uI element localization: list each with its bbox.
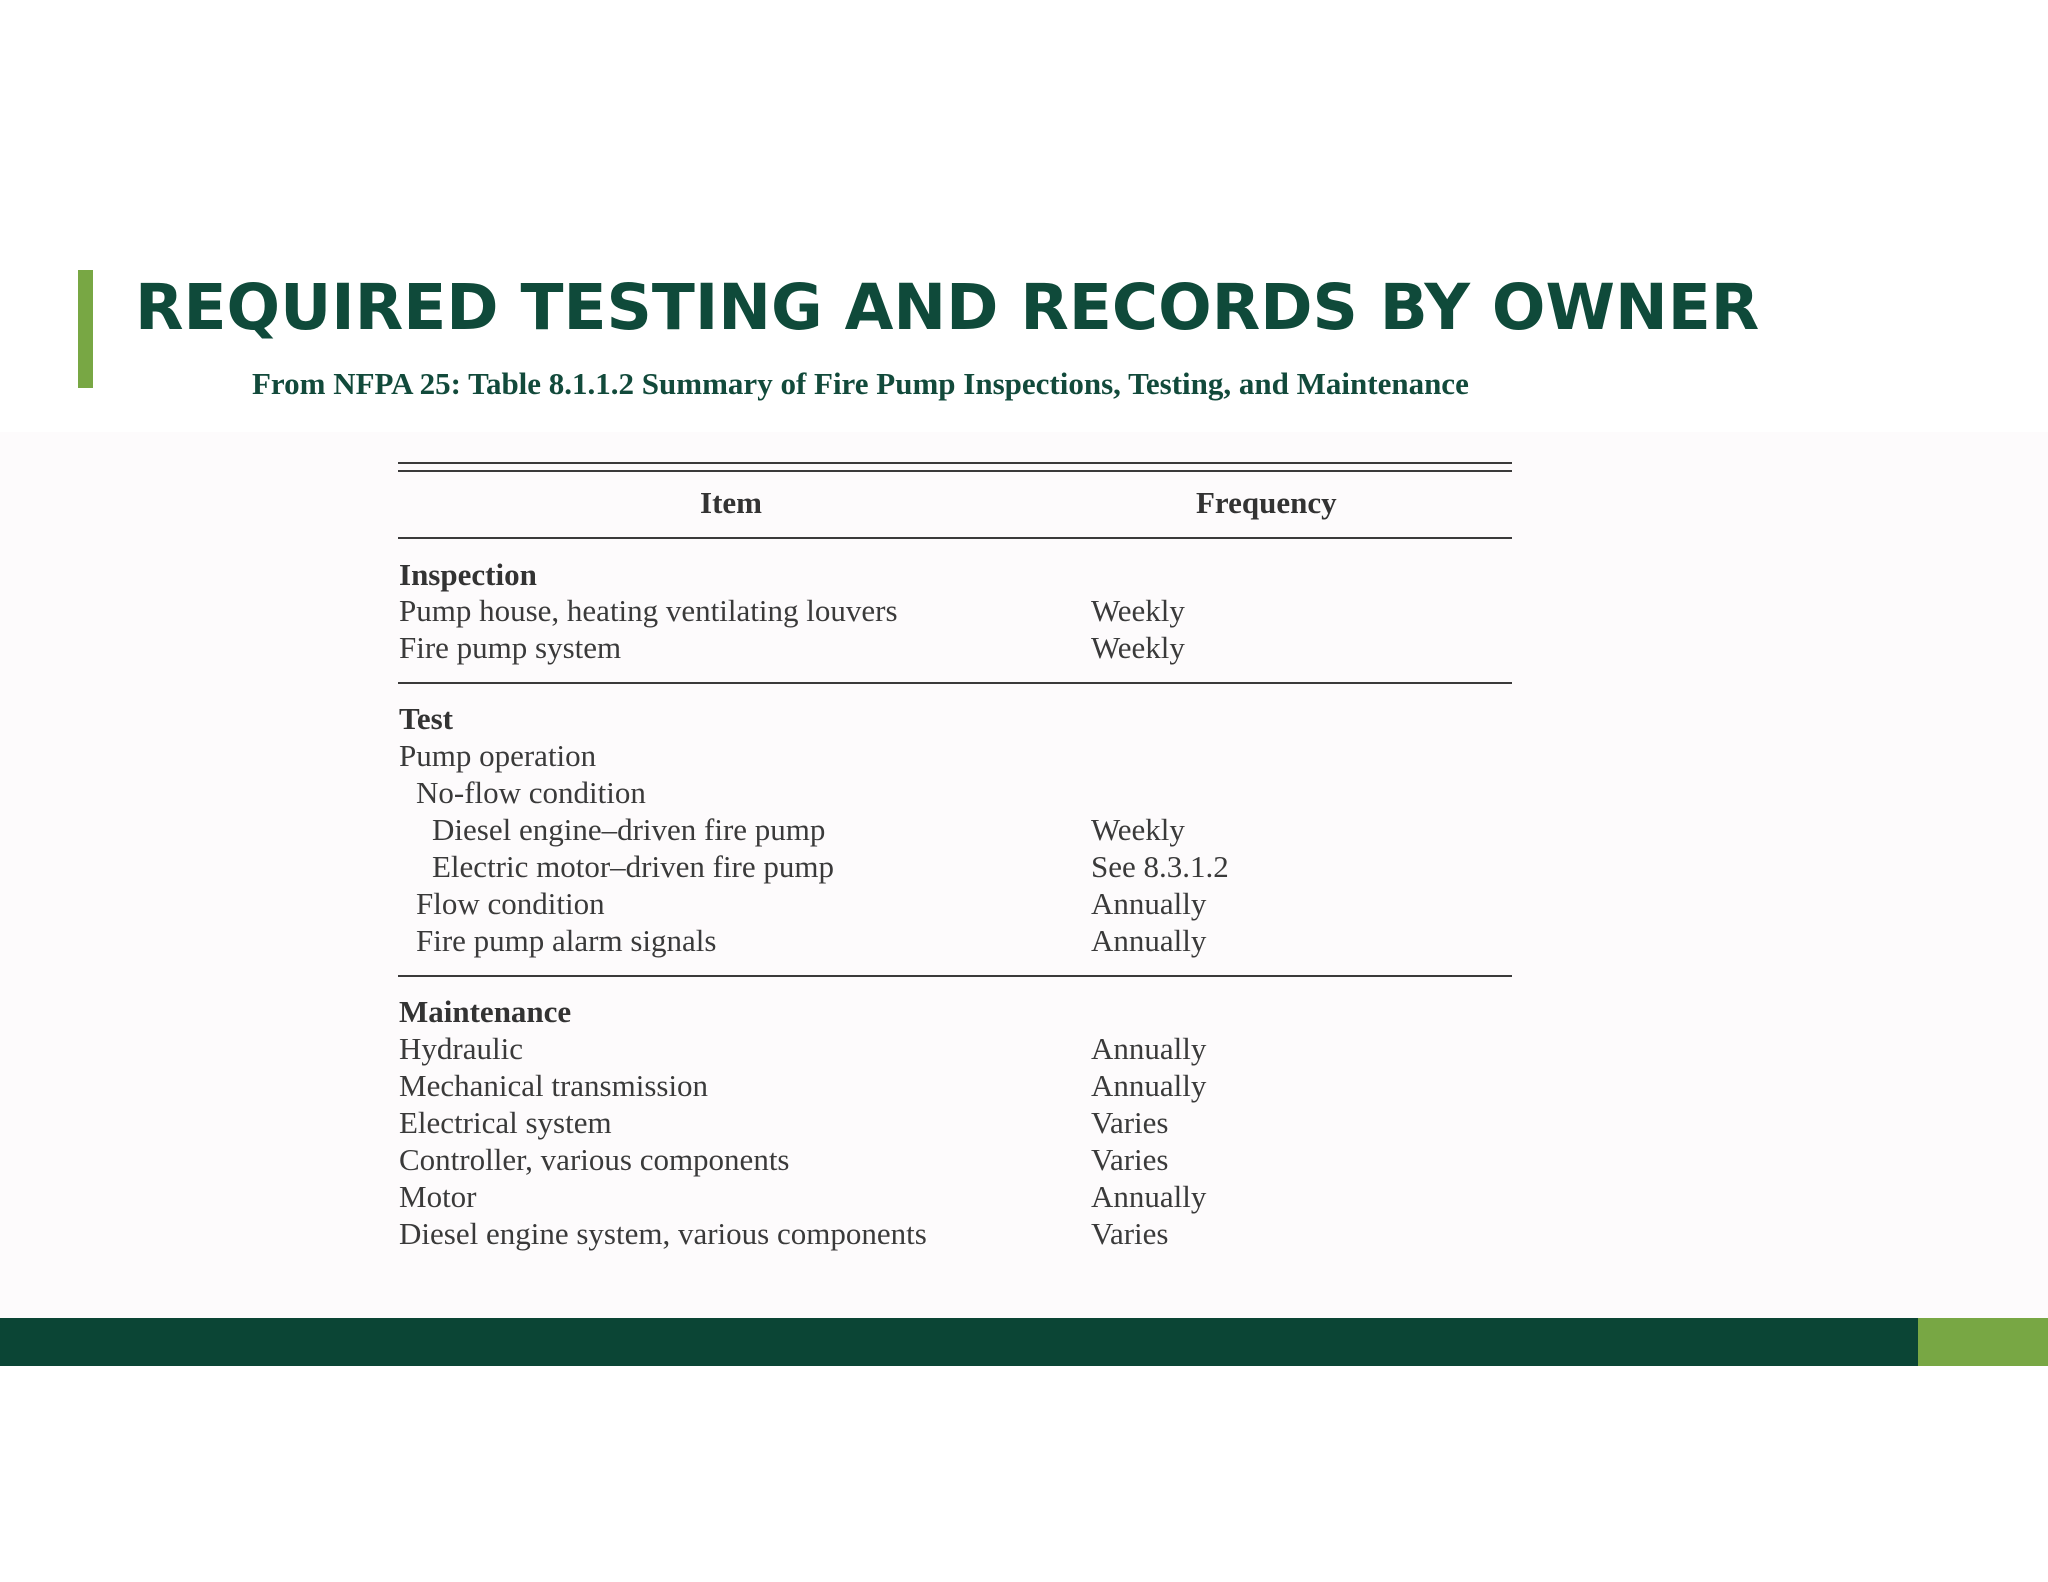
table-row-item: Flow condition [416,886,605,921]
table-row-frequency: Varies [1091,1105,1169,1140]
table-row-item: Electric motor–driven fire pump [432,849,835,884]
footer-accent-block [1918,1318,2048,1366]
table-row-frequency: Annually [1091,1068,1207,1103]
table-row-frequency: Varies [1091,1216,1169,1251]
header-item: Item [700,485,762,520]
table-row-item: Pump house, heating ventilating louvers [399,593,898,628]
table-row-item: No-flow condition [416,775,646,810]
table-row-frequency: Varies [1091,1142,1169,1177]
table-row-frequency: Weekly [1091,630,1185,665]
table-row-item: Mechanical transmission [399,1068,709,1103]
table-row-item: Diesel engine system, various components [399,1216,927,1251]
table-row-item: Diesel engine–driven fire pump [432,812,826,847]
table-top-rule-2 [398,470,1512,472]
section-heading-maintenance: Maintenance [399,994,572,1029]
table-row-frequency: Weekly [1091,593,1185,628]
table-top-rule-1 [398,462,1512,464]
table-row-frequency: See 8.3.1.2 [1091,849,1229,884]
table-row-item: Motor [399,1179,477,1214]
table-row-frequency: Weekly [1091,812,1185,847]
header-bottom-rule [398,537,1512,539]
table-row-frequency: Annually [1091,1031,1207,1066]
section-heading-test: Test [399,701,453,736]
table-row-item: Fire pump system [399,630,622,665]
section-divider-rule [398,682,1512,684]
title-accent-bar [78,270,93,388]
section-divider-rule [398,975,1512,977]
table-row-frequency: Annually [1091,1179,1207,1214]
section-heading-inspection: Inspection [399,557,537,592]
slide-subtitle: From NFPA 25: Table 8.1.1.2 Summary of Fire Pump Inspections, Testing, and Maintenance [252,366,1469,401]
table-row-frequency: Annually [1091,886,1207,921]
footer-bar [0,1318,1918,1366]
table-row-item: Controller, various components [399,1142,790,1177]
table-row-item: Fire pump alarm signals [416,923,717,958]
header-frequency: Frequency [1196,485,1337,520]
table-image-panel [0,432,2048,1318]
table-row-frequency: Annually [1091,923,1207,958]
table-row-item: Hydraulic [399,1031,523,1066]
slide-title: REQUIRED TESTING AND RECORDS BY OWNER [135,271,1760,344]
table-row-item: Pump operation [399,738,597,773]
table-row-item: Electrical system [399,1105,612,1140]
